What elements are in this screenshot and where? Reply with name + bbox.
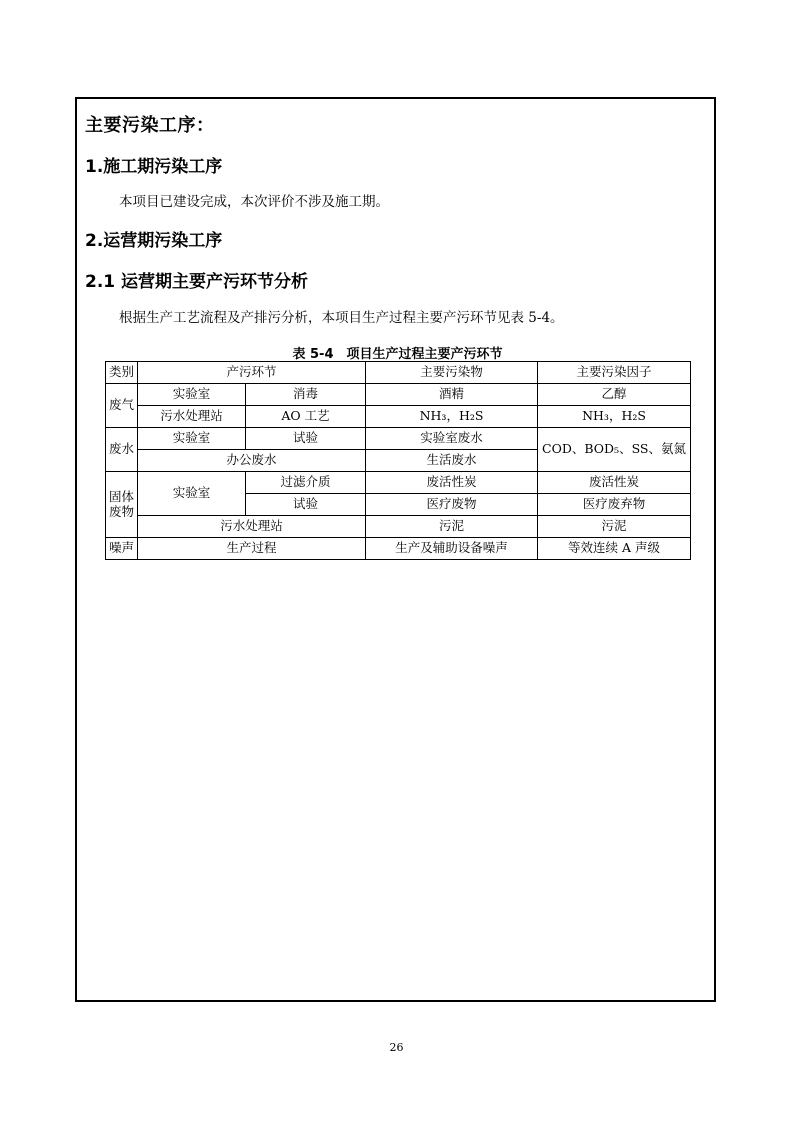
table-row — [106, 472, 691, 494]
section2-title: 2.运营期污染工序 — [85, 231, 223, 251]
cell-pollutant: 酒精 — [366, 384, 538, 406]
table-row — [106, 428, 691, 450]
cell-factor: COD、BOD₅、SS、氨氮 — [538, 428, 691, 472]
category-solid-waste: 固体废物 — [106, 472, 138, 538]
header-factor: 主要污染因子 — [538, 362, 691, 384]
cell-factor: 废活性炭 — [538, 472, 691, 494]
table-caption: 表 5-4 项目生产过程主要产污环节 — [292, 347, 503, 362]
cell-process: AO 工艺 — [246, 406, 366, 428]
cell-factor: 等效连续 A 声级 — [538, 538, 691, 560]
content-frame — [75, 97, 716, 1002]
table-row — [106, 538, 691, 560]
cell-factor: NH₃，H₂S — [538, 406, 691, 428]
cell-factor: 乙醇 — [538, 384, 691, 406]
section21-title: 2.1 运营期主要产污环节分析 — [85, 272, 309, 292]
cell-pollutant: 医疗废物 — [366, 494, 538, 516]
table-row — [106, 516, 691, 538]
cell-place: 实验室 — [138, 472, 246, 516]
section1-title: 1.施工期污染工序 — [85, 157, 223, 177]
category-noise: 噪声 — [106, 538, 138, 560]
pollution-table — [105, 361, 691, 560]
cell-process: 试验 — [246, 428, 366, 450]
cell-process: 消毒 — [246, 384, 366, 406]
table-row — [106, 406, 691, 428]
section21-text: 根据生产工艺流程及产排污分析，本项目生产过程主要产污环节见表 5-4。 — [119, 310, 564, 326]
cell-stage: 污水处理站 — [138, 516, 366, 538]
category-waste-gas: 废气 — [106, 384, 138, 428]
header-stage: 产污环节 — [138, 362, 366, 384]
cell-place: 污水处理站 — [138, 406, 246, 428]
section1-text: 本项目已建设完成，本次评价不涉及施工期。 — [119, 194, 389, 210]
table-row — [106, 384, 691, 406]
cell-factor: 污泥 — [538, 516, 691, 538]
main-heading: 主要污染工序： — [85, 115, 215, 136]
cell-stage: 生产过程 — [138, 538, 366, 560]
cell-stage: 办公废水 — [138, 450, 366, 472]
table-header-row — [106, 362, 691, 384]
cell-pollutant: 实验室废水 — [366, 428, 538, 450]
cell-pollutant: 废活性炭 — [366, 472, 538, 494]
cell-place: 实验室 — [138, 428, 246, 450]
page-number: 26 — [389, 1041, 404, 1054]
cell-place: 实验室 — [138, 384, 246, 406]
cell-pollutant: NH₃，H₂S — [366, 406, 538, 428]
cell-process: 过滤介质 — [246, 472, 366, 494]
header-pollutant: 主要污染物 — [366, 362, 538, 384]
cell-pollutant: 生产及辅助设备噪声 — [366, 538, 538, 560]
category-waste-water: 废水 — [106, 428, 138, 472]
cell-factor: 医疗废弃物 — [538, 494, 691, 516]
cell-pollutant: 污泥 — [366, 516, 538, 538]
header-category: 类别 — [106, 362, 138, 384]
cell-pollutant: 生活废水 — [366, 450, 538, 472]
cell-process: 试验 — [246, 494, 366, 516]
